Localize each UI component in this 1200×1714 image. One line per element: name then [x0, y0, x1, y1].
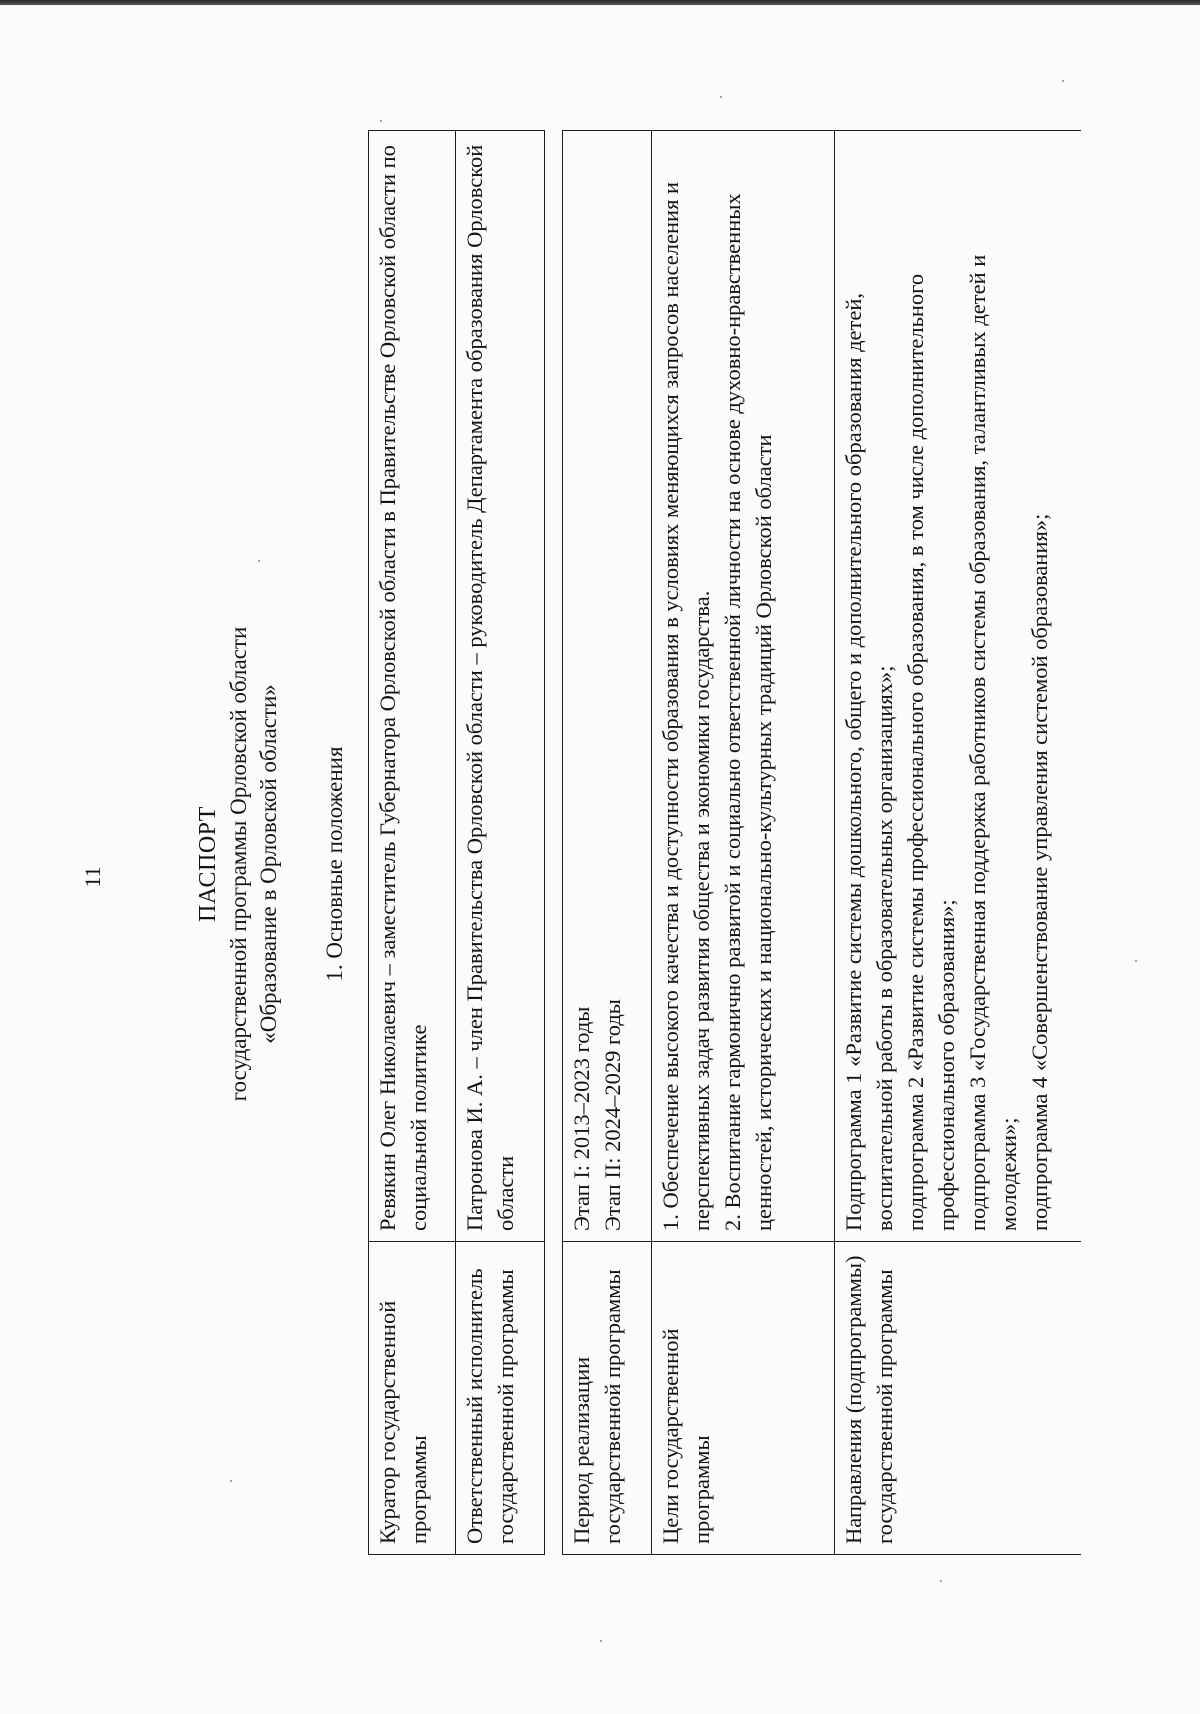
row-value [835, 131, 1082, 1242]
row-value [652, 131, 835, 1242]
passport-table-program [562, 130, 1081, 1555]
scan-speck [720, 96, 722, 98]
period-stage-2: Этап II: 2024–2029 годы [600, 999, 625, 1231]
scan-speck [380, 120, 382, 122]
scan-speck [258, 560, 260, 562]
passport-table-curator [368, 130, 545, 1555]
row-value: Патронова И. А. – член Правительства Орловской области – руководитель Департамента образования Орловской области [456, 131, 545, 1242]
scan-speck [1062, 80, 1064, 82]
row-label: Направления (подпрограммы) государственной программы [835, 1242, 1082, 1555]
table-row [369, 131, 456, 1555]
scan-speck [940, 1580, 942, 1582]
period-stage-1: Этап I: 2013–2023 годы [569, 1006, 594, 1231]
row-label: Ответственный исполнитель государственной программы [456, 1242, 545, 1555]
subprogram-3: подпрограмма 3 «Государственная поддержка работников системы образования, талантливых детей и молодежи»; [965, 254, 1021, 1231]
table-row [456, 131, 545, 1555]
row-value [563, 131, 652, 1242]
subprogram-4: подпрограмма 4 «Совершенствование управления системой образования»; [1027, 513, 1052, 1231]
row-label: Цели государственной программы [652, 1242, 835, 1555]
scan-speck [230, 1480, 232, 1482]
goal-2: 2. Воспитание гармонично развитой и социально ответственной личности на основе духовно-нравственных ценностей, исторических и национально-культурных традиций Орловской области [720, 193, 776, 1231]
row-value: Ревякин Олег Николаевич – заместитель Губернатора Орловской области в Правительстве Орловской области по социальной политике [369, 131, 456, 1242]
title-program-name: «Образование в Орловской области» [256, 684, 281, 1044]
page-number: 11 [80, 866, 105, 888]
scan-speck [600, 1640, 602, 1642]
row-label: Куратор государственной программы [369, 1242, 456, 1555]
table-row [652, 131, 835, 1555]
title-passport: ПАСПОРТ [195, 806, 221, 922]
table-row [563, 131, 652, 1555]
goal-1: 1. Обеспечение высокого качества и доступности образования в условиях меняющихся запросов населения и перспективных задач развития общества и экономики государства. [658, 181, 714, 1231]
section-heading: 1. Основные положения [322, 746, 347, 982]
scan-speck [1135, 960, 1137, 962]
subprogram-1: Подпрограмма 1 «Развитие системы дошкольного, общего и дополнительного образования детей, воспитательной работы в образовательных организациях»; [841, 292, 897, 1231]
subprogram-2: подпрограмма 2 «Развитие системы профессионального образования, в том числе дополнительного профессионального образования»; [903, 273, 959, 1231]
row-label: Период реализации государственной программы [563, 1242, 652, 1555]
table-row [835, 131, 1082, 1555]
title-program: государственной программы Орловской области [226, 626, 251, 1102]
document-title [192, 314, 284, 1414]
